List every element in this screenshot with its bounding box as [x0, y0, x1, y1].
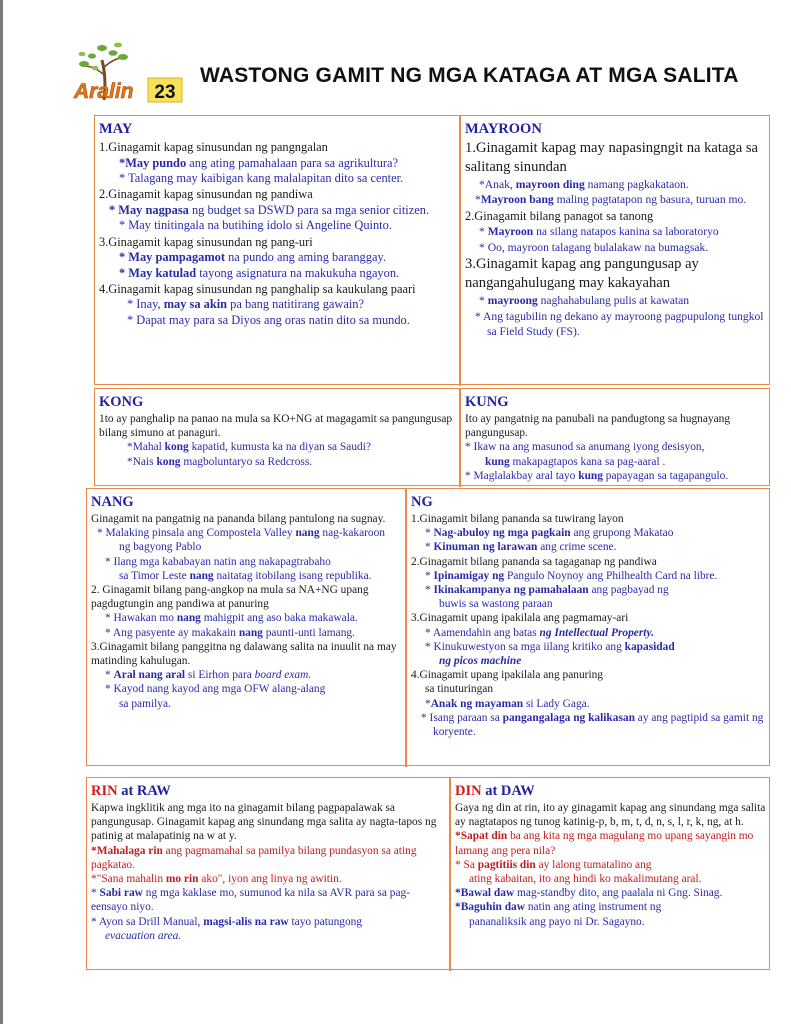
nang-rule-2: 2. Ginagamit bilang pang-angkop na mula sa NA+NG upang pagdugtungin ang pandiwa at panuring	[91, 584, 369, 611]
mayroon-rule-2: 2.Ginagamit bilang panagot sa tanong	[465, 208, 654, 223]
ng-example: * Ipinamigay ng Pangulo Noynoy ang Philhealth Card na libre.	[425, 569, 718, 582]
nang-example: * Malaking pinsala ang Compostela Valley nang nag-kakaroon	[97, 527, 385, 540]
ng-example: * Ikinakampanya ng pamahalaan ang pagbayad ng	[425, 584, 669, 597]
kung-section	[461, 389, 769, 485]
kung-example: * Maglalakbay aral tayo kung papayagan sa tagapangulo.	[465, 469, 729, 482]
rin-raw-heading: RIN at RAW	[91, 783, 171, 799]
lesson-number: 23	[154, 82, 176, 103]
ng-example: * Nag-abuloy ng mga pagkain ang grupong Makatao	[425, 527, 674, 540]
ng-rule-1: 1.Ginagamit bilang pananda sa tuwirang layon	[411, 513, 624, 525]
nang-section	[87, 489, 405, 765]
nang-example: sa pamilya.	[119, 697, 171, 710]
mayroon-heading: MAYROON	[465, 121, 542, 137]
din-daw-example: *Sapat din ba ang kita ng mga magulang mo upang sayangin mo lamang ang pera nila?	[455, 830, 754, 857]
rin-raw-example: *"Sana mahalin mo rin ako", iyon ang linya ng awitin.	[91, 873, 342, 886]
ng-example: *Anak ng mayaman si Lady Gaga.	[425, 697, 590, 710]
rin-raw-example: *Mahalaga rin ang pagmamahal sa pamilya bilang pundasyon sa ating pagkatao.	[91, 844, 417, 871]
din-daw-example: *Bawal daw mag-standby dito, ang paalala ni Gng. Sinag.	[455, 887, 723, 900]
may-example: * May nagpasa ng budget sa DSWD para sa mga senior citizen.	[109, 202, 430, 217]
kong-kung-box	[94, 388, 770, 486]
din-daw-example: *Baguhin daw natin ang ating instrument ng	[455, 901, 662, 914]
may-example: * Dapat may para sa Diyos ang oras natin dito sa mundo.	[127, 312, 410, 327]
kong-example: *Nais kong magboluntaryo sa Redcross.	[127, 455, 313, 468]
ng-rule-3: 3.Ginagamit upang ipakilala ang pagmamay-ari	[411, 612, 629, 625]
ng-rule-2: 2.Ginagamit bilang pananda sa tagaganap ng pandiwa	[411, 555, 657, 568]
kung-example: * Ikaw na ang masunod sa anumang iyong desisyon,	[465, 441, 705, 454]
may-example: *May pundo ang ating pamahalaan para sa agrikultura?	[119, 155, 399, 170]
logo-word: Aralin	[74, 80, 134, 103]
kung-example: kung makapagtapos kana sa pag-aaral .	[485, 455, 666, 468]
kung-heading: KUNG	[465, 394, 509, 410]
ng-example: ng picos machine	[439, 655, 522, 668]
nang-example: * Kayod nang kayod ang mga OFW alang-alang	[105, 683, 326, 696]
rin-raw-example: * Sabi raw ng mga kaklase mo, sumunod ka nila sa AVR para sa pag-eensayo niyo.	[91, 887, 411, 914]
mayroon-rule-1: 1.Ginagamit kapag may napasingngit na kataga sa salitang sinundan	[465, 140, 759, 175]
din-daw-heading: DIN at DAW	[455, 783, 535, 799]
page-edge	[0, 0, 3, 1024]
din-daw-definition: Gaya ng din at rin, ito ay ginagamit kapag ang sinundang mga salita ay nagtatapos ng tunog katinig-p, b, m, t, d, n, s, l, r, k, ng, at h.	[455, 802, 766, 829]
nang-example: * Hawakan mo nang mahigpit ang aso baka makawala.	[105, 612, 358, 625]
din-daw-example: * Sa pagtitiis din ay lalong tumatalino ang	[455, 858, 652, 871]
may-example: * May katulad tayong asignatura na makukuha ngayon.	[119, 265, 400, 280]
mayroon-section	[461, 116, 769, 384]
ng-example: buwis sa wastong paraan	[439, 598, 553, 611]
aralin-logo	[72, 38, 184, 108]
rin-raw-definition: Kapwa ingklitik ang mga ito na ginagamit bilang pagpapalawak sa pangungusap. Ginagamit kapag ang sinundang mga salita ay nagta-tapos ng patinig at malapatinig na w at y.	[91, 802, 437, 843]
may-rule-3: 3.Ginagamit kapag sinusundan ng pang-uri	[99, 234, 313, 249]
ng-example: * Kinuman ng larawan ang crime scene.	[425, 541, 617, 554]
rin-din-box	[86, 777, 770, 970]
ng-rule-4: 4.Ginagamit upang ipakilala ang panuring	[411, 669, 604, 682]
may-example: * May pampagamot na pundo ang aming baranggay.	[119, 250, 386, 265]
may-example: * Talagang may kaibigan kang malalapitan dito sa center.	[119, 170, 404, 185]
din-daw-example: ating kabaitan, ito ang hindi ko makalimutang aral.	[469, 873, 702, 886]
nang-example: * Aral nang aral si Eirhon para board exam.	[105, 669, 312, 682]
kong-example: *Mahal kong kapatid, kumusta ka na diyan sa Saudi?	[127, 441, 371, 454]
rin-raw-example: * Ayon sa Drill Manual, magsi-alis na raw tayo patungong	[91, 915, 363, 928]
may-heading: MAY	[99, 121, 133, 137]
din-daw-section	[451, 778, 769, 969]
nang-rule-1: Ginagamit na pangatnig na pananda bilang pantulong na sugnay.	[91, 513, 386, 525]
rin-raw-example: evacuation area.	[105, 929, 182, 942]
ng-heading: NG	[411, 494, 433, 510]
nang-example: sa Timor Leste nang naitatag itobilang isang republika.	[119, 569, 372, 582]
mayroon-example: *Anak, mayroon ding namang pagkakataon.	[479, 178, 689, 191]
mayroon-example: * Mayroon na silang natapos kanina sa laboratoryo	[479, 225, 719, 239]
nang-example: * Ang pasyente ay makakain nang paunti-unti lamang.	[105, 626, 355, 639]
ng-example: * Isang paraan sa pangangalaga ng kalikasan ay ang pagtipid sa gamit ng koryente.	[421, 711, 764, 739]
nang-heading: NANG	[91, 494, 134, 510]
kong-heading: KONG	[99, 394, 144, 410]
may-section	[95, 116, 459, 384]
ng-section	[407, 489, 769, 765]
page-title: WASTONG GAMIT NG MGA KATAGA AT MGA SALITA	[200, 64, 739, 87]
may-example: * Inay, may sa akin pa bang natitirang gawain?	[127, 297, 364, 312]
rin-raw-section	[87, 778, 449, 969]
mayroon-example: * Oo, mayroon talagang bulalakaw na bumagsak.	[479, 240, 709, 254]
may-rule-4: 4.Ginagamit kapag sinusundan ng panghalip sa kaukulang paari	[99, 281, 416, 296]
ng-example: * Kinukuwestyon sa mga iilang kritiko ang kapasidad	[425, 640, 675, 653]
kung-definition: Ito ay pangatnig na panubali na pandugtong sa hugnayang pangungusap.	[465, 413, 731, 440]
may-rule-1: 1.Ginagamit kapag sinusundan ng pangngalan	[99, 140, 328, 154]
mayroon-example: * mayroong naghahabulang pulis at kawatan	[479, 294, 690, 308]
kong-definition: 1to ay panghalip na panao na mula sa KO+NG at magagamit sa pangungusap bilang simuno at panaguri.	[99, 413, 453, 440]
nang-example: ng bagyong Pablo	[119, 541, 202, 554]
nang-ng-box	[86, 488, 770, 766]
mayroon-rule-3: 3.Ginagamit kapag ang pangungusap ay nangangahulugang may kakayahan	[465, 256, 699, 292]
may-mayroon-box	[94, 115, 770, 385]
mayroon-example: *Mayroon bang maling pagtatapon ng basura, turuan mo.	[475, 193, 747, 207]
ng-rule-4-cont: sa tinuturingan	[425, 683, 494, 696]
mayroon-example: * Ang tagubilin ng dekano ay mayroong pagpupulong tungkol sa Field Study (FS).	[475, 309, 764, 338]
may-rule-2: 2.Ginagamit kapag sinusundan ng pandiwa	[99, 187, 313, 202]
din-daw-example: pananaliksik ang payo ni Dr. Sagayno.	[469, 915, 645, 928]
nang-example: * Ilang mga kababayan natin ang nakapagtrabaho	[105, 555, 331, 568]
nang-rule-3: 3.Ginagamit bilang panggitna ng dalawang salita na inuulit na may matinding kahulugan.	[91, 640, 397, 668]
kong-section	[95, 389, 459, 485]
ng-example: * Aamendahin ang batas ng Intellectual Property.	[425, 626, 654, 639]
may-example: * May tinitingala na butihing idolo si Angeline Quinto.	[119, 218, 392, 233]
